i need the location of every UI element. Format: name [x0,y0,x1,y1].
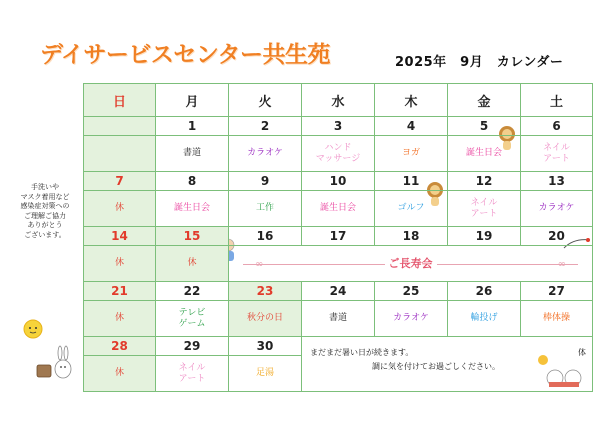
event-label: 輪投げ [470,313,498,323]
event-cell [84,136,156,172]
banner-text: ご長寿会 [385,257,437,270]
ribbon-bow-icon: ∞ [557,259,566,270]
event-label: アート [543,153,570,164]
holiday-label: 秋分の日 [246,313,283,323]
date-cell: 12 [448,172,521,191]
date-cell: 29 [156,337,229,356]
event-cell [229,301,302,337]
date-cell: 13 [521,172,593,191]
note-line: まだまだ暑い日が続きます。 [310,348,414,357]
date-row [84,117,593,136]
event-cell [521,191,593,227]
side-note-line: ございます。 [24,230,66,239]
event-cell [156,301,229,337]
sun-icon [20,316,46,342]
weekday-mon: 月 [156,84,229,117]
longevity-banner [229,246,593,282]
month-label: 2025年 9月 カレンダー [395,55,564,70]
event-label: ゴルフ [397,203,425,213]
date-cell: 30 [229,337,302,356]
event-label: 棒体操 [542,313,570,323]
ribbon-bow-icon: ∞ [255,259,264,270]
closing-note [302,337,593,392]
event-label: ネイル [543,142,570,153]
date-cell: 23 [229,282,302,301]
date-cell [84,117,156,136]
closed-label: 休 [114,368,124,378]
date-cell: 19 [448,227,521,246]
date-cell: 17 [302,227,375,246]
event-row [84,301,593,337]
event-cell [156,246,229,282]
closed-label: 休 [187,258,197,268]
event-cell [156,191,229,227]
event-row [84,246,593,282]
date-cell: 15 [156,227,229,246]
date-cell: 20 [521,227,593,246]
event-label: カラオケ [393,313,429,323]
closed-label: 休 [114,313,124,323]
event-label: ヨガ [401,148,420,158]
event-label: 誕生日会 [173,203,210,213]
event-cell [521,136,593,172]
date-cell: 18 [375,227,448,246]
date-cell: 26 [448,282,521,301]
event-cell [229,136,302,172]
event-cell [84,191,156,227]
side-note-line: ご理解ご協力 [24,211,66,220]
date-cell: 24 [302,282,375,301]
date-cell: 10 [302,172,375,191]
event-label: 足湯 [255,368,274,378]
date-cell: 5 [448,117,521,136]
event-cell [521,301,593,337]
event-label: ネイル [470,197,498,208]
closed-label: 休 [114,258,124,268]
event-row [84,191,593,227]
weekday-thu: 木 [375,84,448,117]
date-cell: 4 [375,117,448,136]
date-cell: 27 [521,282,593,301]
date-cell: 2 [229,117,302,136]
calendar-table [83,83,593,392]
weekday-sun: 日 [84,84,156,117]
weekday-tue: 火 [229,84,302,117]
date-cell: 8 [156,172,229,191]
event-label: カラオケ [247,148,283,158]
event-cell [156,136,229,172]
date-row [84,227,593,246]
weekday-fri: 金 [448,84,521,117]
date-cell: 21 [84,282,156,301]
event-label: 書道 [182,148,201,158]
date-row [84,172,593,191]
date-cell: 3 [302,117,375,136]
event-label: ハンド [324,142,352,153]
event-label: 誕生日会 [319,203,356,213]
event-cell [448,136,521,172]
event-label: 書道 [328,313,347,323]
event-cell [375,301,448,337]
event-label: 工作 [255,203,274,213]
event-label: アート [470,208,498,219]
date-cell: 16 [229,227,302,246]
date-cell: 25 [375,282,448,301]
side-note [14,183,76,240]
date-row [84,282,593,301]
date-cell: 7 [84,172,156,191]
date-row [84,337,593,356]
side-note-line: 手洗いや [31,183,59,191]
note-line: 体 [578,348,586,357]
date-cell: 28 [84,337,156,356]
weekday-wed: 水 [302,84,375,117]
event-cell [302,136,375,172]
event-cell [302,301,375,337]
date-cell: 9 [229,172,302,191]
event-cell [448,301,521,337]
event-label: ネイル [178,362,206,373]
side-note-line: 感染症対策への [20,202,70,210]
note-line: 調に気を付けてお過ごしください。 [372,362,500,371]
event-row [84,136,593,172]
page-title: デイサービスセンター共生苑 [40,42,330,68]
date-cell: 11 [375,172,448,191]
event-label: 誕生日会 [465,148,502,158]
event-cell [229,356,302,392]
date-cell: 22 [156,282,229,301]
event-label: カラオケ [538,203,575,213]
event-cell [84,301,156,337]
event-cell [84,356,156,392]
event-cell [229,191,302,227]
date-cell: 14 [84,227,156,246]
event-cell [375,136,448,172]
closed-label: 休 [114,203,124,213]
event-cell [84,246,156,282]
weekday-sat: 土 [521,84,593,117]
event-label: アート [178,373,206,384]
side-note-line: ありがとう [27,221,63,229]
event-label: マッサージ [315,153,361,164]
event-cell [375,191,448,227]
event-cell [156,356,229,392]
side-note-line: マスク着用など [20,192,70,201]
event-cell [302,191,375,227]
rabbit-watering-icon [33,345,77,385]
event-cell [448,191,521,227]
date-cell: 1 [156,117,229,136]
weekday-header-row [84,84,593,117]
date-cell: 6 [521,117,593,136]
event-label: テレビ [178,307,206,318]
event-label: ゲーム [178,318,206,329]
